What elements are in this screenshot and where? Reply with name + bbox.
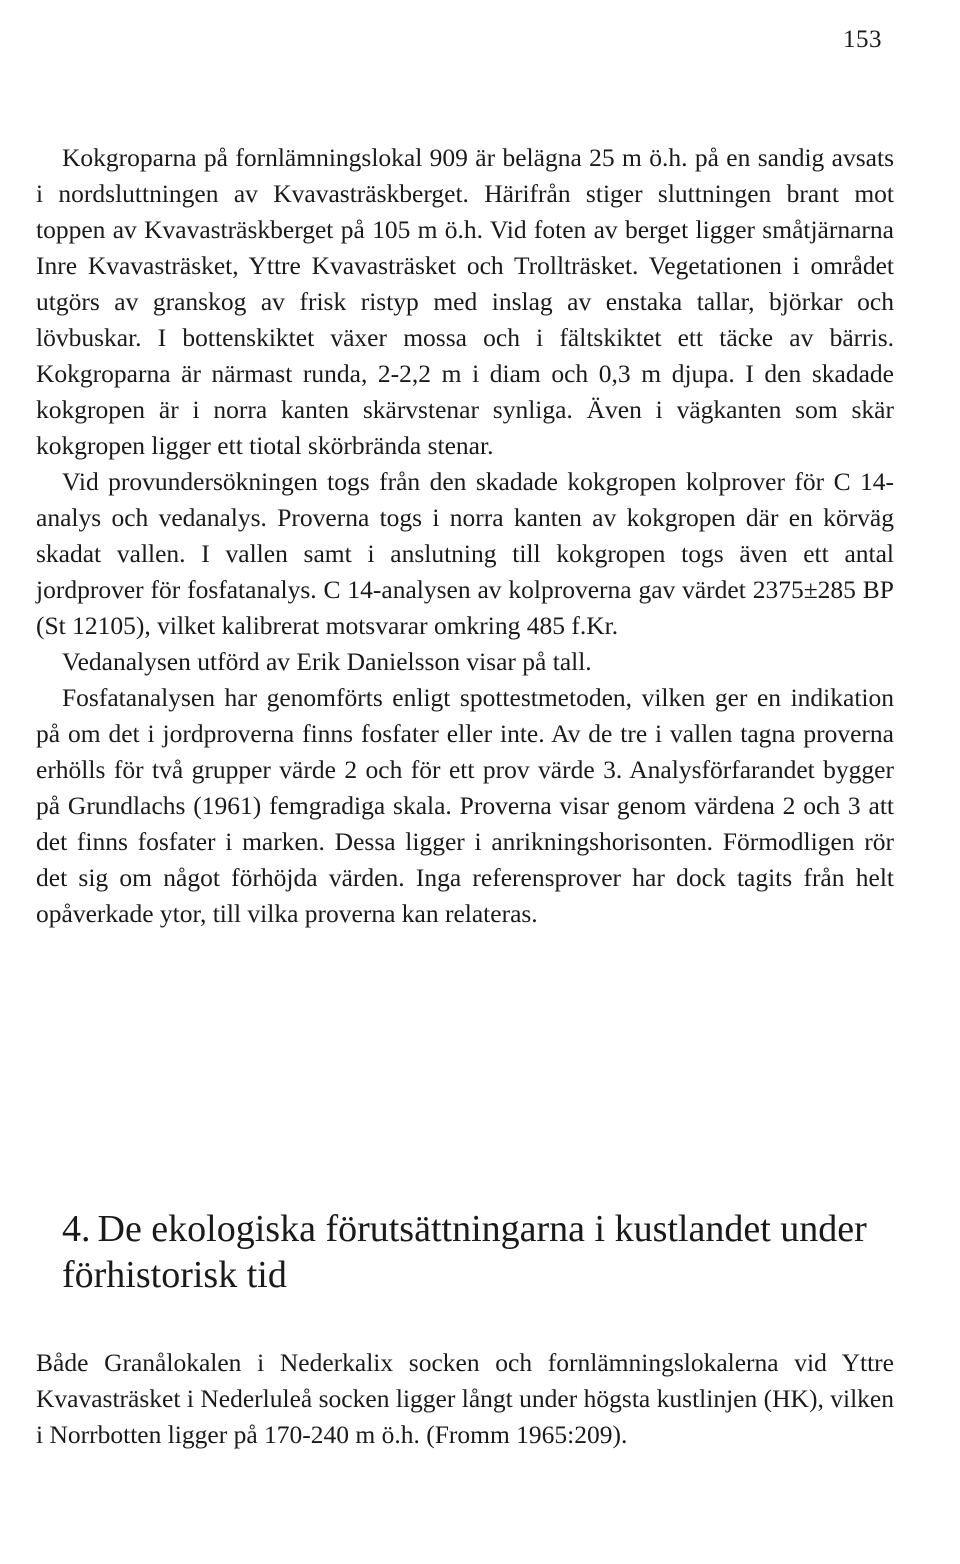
- section-heading: [62, 1206, 902, 1298]
- section-body: [36, 1345, 894, 1453]
- page-number: 153: [843, 26, 882, 53]
- paragraph: Vid provundersökningen togs från den skadade kokgropen kolprover för C 14-analys och vedanalys. Proverna togs i norra kanten av kokgropen där en körväg skadat vallen. I vallen samt i anslutning till kokgropen togs även ett antal jordprover för fosfatanalys. C 14-analysen av kolproverna gav värdet 2375±285 BP (St 12105), vilket kalibrerat motsvarar omkring 485 f.Kr.: [36, 467, 894, 640]
- body-text: [36, 140, 894, 932]
- paragraph: Både Granålokalen i Nederkalix socken och fornlämningslokalerna vid Yttre Kvavasträsket i Nederluleå socken ligger långt under högsta kustlinjen (HK), vilken i Norrbotten ligger på 170-240 m ö.h. (Fromm 1965:209).: [36, 1348, 894, 1449]
- section-title: De ekologiska förutsättningarna i kustlandet under förhistorisk tid: [62, 1208, 867, 1296]
- paragraph: Kokgroparna på fornlämningslokal 909 är belägna 25 m ö.h. på en sandig avsats i nordsluttningen av Kvavasträskberget. Härifrån stiger sluttningen brant mot toppen av Kvavasträskberget på 105 m ö.h. Vid foten av berget ligger småtjärnarna Inre Kvavasträsket, Yttre Kvavasträsket och Trollträsket. Vegetationen i området utgörs av granskog av frisk ristyp med inslag av enstaka tallar, björkar och lövbuskar. I bottenskiktet växer mossa och i fältskiktet ett täcke av bärris. Kokgroparna är närmast runda, 2-2,2 m i diam och 0,3 m djupa. I den skadade kokgropen är i norra kanten skärvstenar synliga. Även i vägkanten som skär kokgropen ligger ett tiotal skörbrända stenar.: [36, 143, 894, 460]
- paragraph: Fosfatanalysen har genomförts enligt spottestmetoden, vilken ger en indikation på om det i jordproverna finns fosfater eller inte. Av de tre i vallen tagna proverna erhölls för två grupper värde 2 och för ett prov värde 3. Analysförfarandet bygger på Grundlachs (1961) femgradiga skala. Proverna visar genom värdena 2 och 3 att det finns fosfater i marken. Dessa ligger i anrikningshorisonten. Förmodligen rör det sig om något förhöjda värden. Inga referensprover har dock tagits från helt opåverkade ytor, till vilka proverna kan relateras.: [36, 683, 894, 928]
- section-number: 4.: [62, 1208, 91, 1250]
- paragraph: Vedanalysen utförd av Erik Danielsson visar på tall.: [62, 647, 592, 676]
